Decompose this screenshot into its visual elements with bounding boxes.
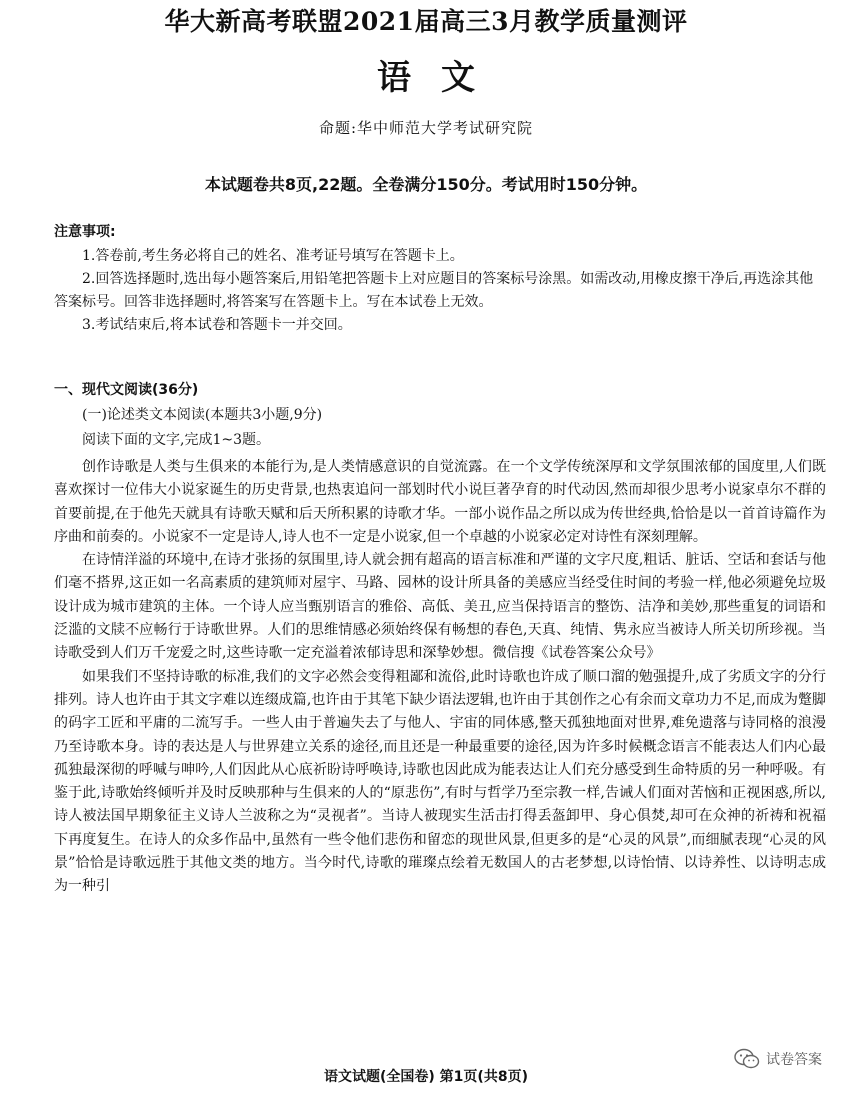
passage-paragraph: 如果我们不坚持诗歌的标准,我们的文字必然会变得粗鄙和流俗,此时诗歌也许成了顺口溜的勉强提升,成了劣质文字的分行排列。诗人也许由于其文字难以连缀成篇,也许由于其笔下缺少语法逻辑,也许由于其创作之心有余而文章功力不足,而成为蹩脚的码字工匠和平庸的二流写手。一些人由于普遍失去了与他人、宇宙的同体感,整天孤独地面对世界,难免遗落与诗同格的浪漫乃至诗歌本身。诗的表达是人与世界建立关系的途径,而且还是一种最重要的途径,因为许多时候概念语言不能表达人们内心最孤独最深彻的呼喊与呻吟,人们因此从心底祈盼诗呼唤诗,诗歌也因此成为能表达让人们充分感受到生命特质的另一种呼吸。有鉴于此,诗歌始终倾听并及时反映那种与生俱来的人的“原悲伤”,有时与哲学乃至宗教一样,告诫人们面对苦恼和正视困惑,所以,诗人被法国早期象征主义诗人兰波称之为“灵视者”。当诗人被现实生活击打得丢盔卸甲、身心俱焚,却可在众神的祈祷和祝福下再度复生。在诗人的众多作品中,虽然有一些令他们悲伤和留恋的现世风景,但更多的是“心灵的风景”,而细腻表现“心灵的风景”恰恰是诗歌远胜于其他文类的地方。当今时代,诗歌的璀璨点绘着无数国人的古老梦想,以诗怡情、以诗养性、以诗明志成为一种引 — [54, 668, 826, 895]
section-subheading: (一)论述类文本阅读(本题共3小题,9分) — [82, 407, 323, 423]
notice-item: 2.回答选择题时,选出每小题答案后,用铅笔把答题卡上对应题目的答案标号涂黑。如需改动,用橡皮擦干净后,再选涂其他答案标号。回答非选择题时,将答案写在答题卡上。写在本试卷上无效。 — [54, 271, 814, 310]
subject-title: 语文 — [377, 58, 505, 98]
exam-summary: 本试题卷共8页,22题。全卷满分150分。考试用时150分钟。 — [204, 175, 648, 194]
page-footer: 语文试题(全国卷) 第1页(共8页) — [324, 1069, 528, 1085]
watermark-text: 试卷答案 — [766, 1052, 822, 1068]
watermark-stamp — [734, 1048, 822, 1070]
notice-item: 3.考试结束后,将本试卷和答题卡一并交回。 — [82, 317, 352, 333]
section-heading: 一、现代文阅读(36分) — [54, 382, 199, 398]
inline-watermark: 微信搜《试卷答案公众号》 — [492, 645, 661, 662]
reading-passage — [54, 456, 826, 899]
notice-item: 1.答卷前,考生务必将自己的姓名、准考证号填写在答题卡上。 — [82, 248, 464, 264]
notice-list — [54, 245, 824, 337]
passage-paragraph-text: 在诗情洋溢的环境中,在诗才张扬的氛围里,诗人就会拥有超高的语言标准和严谨的文字尺度,粗话、脏话、空话和套话与他们毫不搭界,这正如一名高素质的建筑师对屋宇、马路、园林的设计所具备的美感应当经受住时间的考验一样,他必须避免垃圾设计成为城市建筑的主体。一个诗人应当甄别语言的雅俗、高低、美丑,应当保持语言的整饬、洁净和美妙,那些重复的词语和泛滥的文牍不应畅行于诗歌世界。人们的思维情感必须始终保有畅想的春色,天真、纯情、隽永应当被诗人所关切所珍视。当诗歌受到人们万千宠爱之时,这些诗歌一定充溢着浓郁诗思和深挚妙想。 — [54, 552, 826, 662]
notice-heading: 注意事项: — [54, 224, 116, 240]
passage-paragraph: 创作诗歌是人类与生俱来的本能行为,是人类情感意识的自觉流露。在一个文学传统深厚和文学氛围浓郁的国度里,人们既喜欢探讨一位伟大小说家诞生的历史背景,也热衷追问一部划时代小说巨著孕育的时代动因,然而却很少思考小说家卓尔不群的首要前提,在于他先天就具有诗歌天赋和后天所积累的诗歌才华。一部小说作品之所以成为传世经典,恰恰是以一首首诗篇作为序曲和前奏的。小说家不一定是诗人,诗人也不一定是小说家,但一个卓越的小说家必定对诗性有深刻理解。 — [54, 459, 826, 545]
passage-paragraph — [54, 549, 826, 665]
reading-instruction: 阅读下面的文字,完成1~3题。 — [82, 432, 270, 448]
exam-setter: 命题:华中师范大学考试研究院 — [318, 119, 534, 137]
exam-title: 华大新高考联盟2021届高三3月教学质量测评 — [164, 7, 688, 36]
wechat-icon — [734, 1048, 760, 1070]
